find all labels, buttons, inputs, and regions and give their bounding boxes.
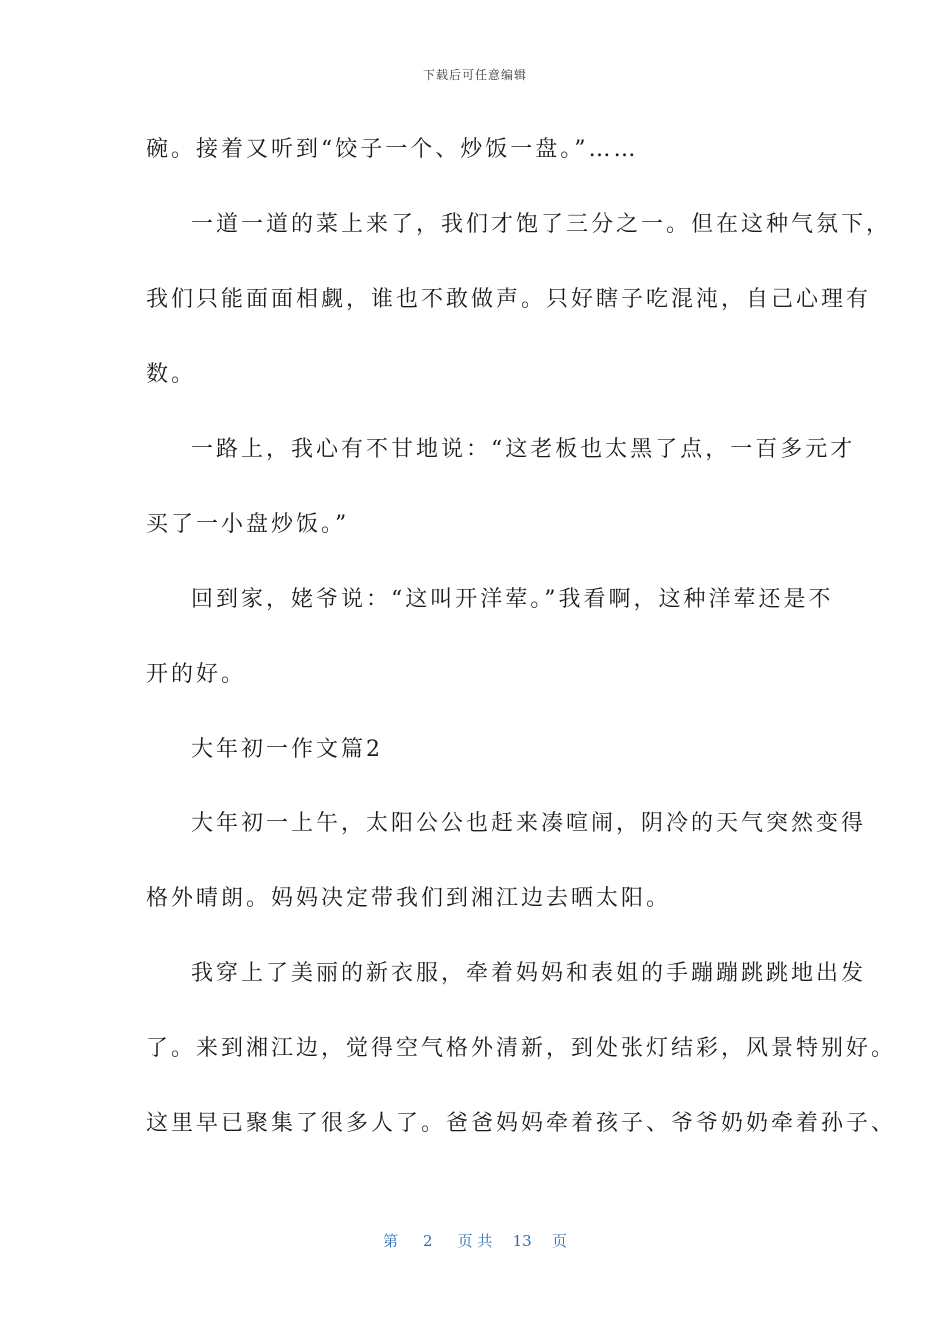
text-line: 回到家，姥爷说：“这叫开洋荤。”我看啊，这种洋荤还是不 — [191, 587, 834, 612]
footer-middle: 页 共 — [457, 1232, 493, 1250]
text-line: 一道一道的菜上来了，我们才饱了三分之一。但在这种气氛下， — [191, 212, 892, 237]
page-header: 下载后可任意编辑 — [422, 68, 527, 82]
text-line: 买了一小盘炒饭。” — [146, 512, 350, 537]
text-line: 数。 — [146, 362, 197, 387]
text-line: 这里早已聚集了很多人了。爸爸妈妈牵着孩子、爷爷奶奶牵着孙子、 — [146, 1111, 897, 1136]
total-pages: 13 — [512, 1232, 532, 1250]
text-line: 了。来到湘江边，觉得空气格外清新，到处张灯结彩，风景特别好。 — [146, 1036, 897, 1061]
page-footer — [0, 1230, 950, 1251]
text-line: 碗。接着又听到“饺子一个、炒饭一盘。”…… — [146, 137, 639, 162]
text-line: 我穿上了美丽的新衣服，牵着妈妈和表姐的手蹦蹦跳跳地出发 — [191, 961, 867, 986]
footer-prefix: 第 — [383, 1232, 399, 1250]
text-line: 开的好。 — [146, 662, 247, 687]
text-line: 一路上，我心有不甘地说：“这老板也太黑了点，一百多元才 — [191, 437, 856, 462]
text-line: 我们只能面面相觑，谁也不敢做声。只好瞎子吃混沌，自己心理有 — [146, 287, 872, 312]
footer-suffix: 页 — [551, 1232, 567, 1250]
text-line: 格外晴朗。妈妈决定带我们到湘江边去晒太阳。 — [146, 886, 672, 911]
text-line: 大年初一上午，太阳公公也赶来凑喧闹，阴冷的天气突然变得 — [191, 811, 867, 836]
section-heading: 大年初一作文篇2 — [191, 737, 383, 762]
page-number: 2 — [423, 1232, 433, 1250]
